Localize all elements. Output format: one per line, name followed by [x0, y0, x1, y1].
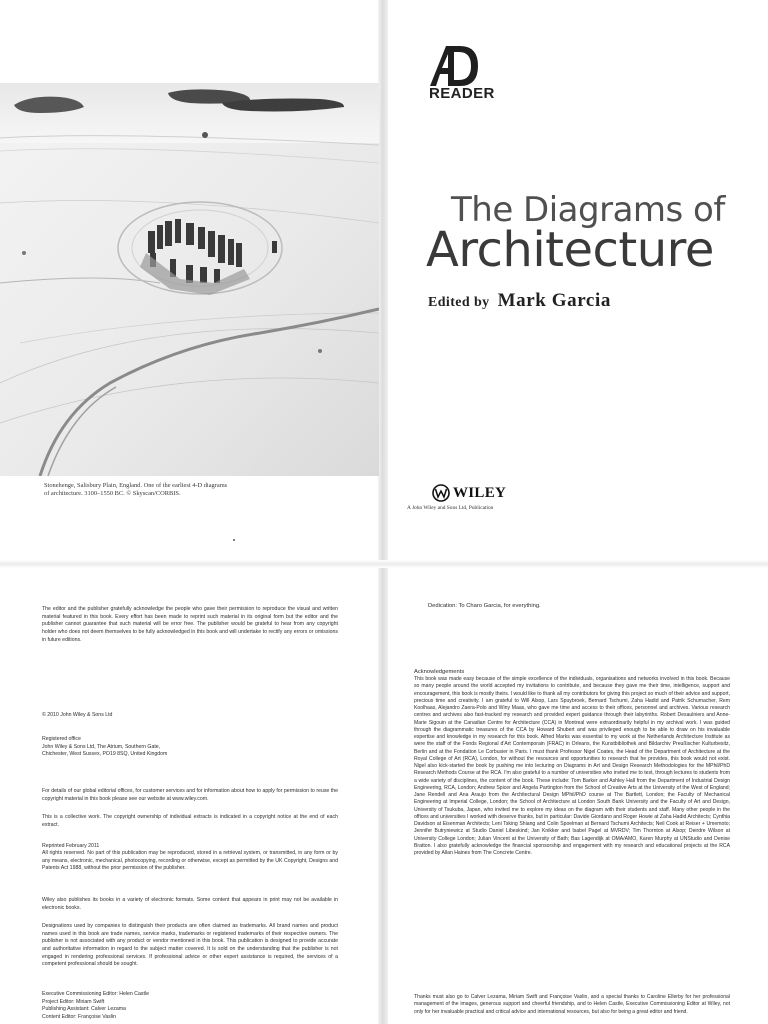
electronic-formats-note: Wiley also publishes its books in a variety of electronic formats. Some content that appears in print may not be available in electronic books.	[42, 897, 338, 911]
wiley-emblem-icon	[432, 484, 450, 502]
trademarks-notice: Designations used by companies to distinguish their products are often claimed as trademarks. All brand names and product names used in this book are trade names, service marks, trademarks or registered trademarks of their respective owners. The publisher is not associated with any product or vendor mentioned in this book. This publication is designed to provide accurate and authoritative information in regard to the subject matter covered. It is sold on the understanding that the publisher is not engaged in rendering professional services. If professional advice or other expert assistance is required, the services of a competent professional should be sought.	[42, 923, 338, 968]
ad-logo-icon	[424, 40, 480, 90]
credit-line: Project Editor: Miriam Swift	[42, 998, 105, 1005]
spine-gutter	[378, 0, 388, 1024]
address-line: John Wiley & Sons Ltd, The Atrium, Southern Gate,	[42, 743, 161, 750]
caption-line: Stonehenge, Salisbury Plain, England. One of the earliest 4-D diagrams	[44, 482, 228, 489]
reprint-line: Reprinted February 2011	[42, 843, 100, 850]
address-line: Chichester, West Sussex, PO19 8SQ, United Kingdom	[42, 751, 168, 758]
permissions-notice: The editor and the publisher gratefully acknowledge the people who gave their permission to reproduce the visual and written material featured in this book. Every effort has been made to reprint such material in its original form but the editor and the publisher cannot guarantee that such material will be error free. The publisher would be grateful to hear from any copyright holder who does not deem themselves to be fully acknowledged in this book and will undertake to rectify any errors or omissions in future editions.	[42, 606, 338, 643]
acknowledgements-paragraph: This book was made easy because of the simple excellence of the individuals, organisations and networks involved in this book. Because so many people around the world accepted my invitations to contribute, and because they gave me their time, intelligence, support and encouragement, this book is mostly theirs. I would like to thank all my contributors for giving this project so much of their advice and support, precious time and creativity. I am grateful to Will Alsop, Lars Spuybroek, Bernard Tschumi, Zaha Hadid and Patrik Schumacher, Rem Koolhaas, Alejandro Zaera-Polo and Winy Maas, who gave me time and access to their offices, personnel and archives. Various research centres and archives also fast-tracked my research and provided expert guidance through their labyrinths. Robert Desaulniers and Anne-Marie Sigouin at the Canadian Centre for Architecture (CCA) in Montreal were extraordinarily helpful in my archival work. I was guided through the diagrammatic treasures of the CCA by Howard Shubert and was privileged enough to be able to draw on his invaluable expertise and knowledge in my research for this book. Alfred Marks was essential to my work at the Netherlands Architecture Institute as were the staff of the Fonds Regional d'Art Contemporain (FRAC) in Orleans, the Kunstbibliothek and Bildarchiv Preußischer Kulturbesitz, Berlin and at the Fondation Le Corbusier in Paris. I must thank Professor Nigel Coates, the Head of the Department of Architecture at the Royal College of Art (RCA), London, for without the resources and opportunities to research that he provides, this book would not exist. Nigel also kick-started the book by pushing me into lecturing on Diagrams in Art and Design Research Methodologies for the MPhil/PhD Research Methods Course at the RCA. I'm also grateful to a number of universities who invited me to test, through lectures to students from a wide variety of disciplines, the content of the book. These include: Tom Barker and Ashley Hall from the Department of Industrial Design Engineering, RCA, London; Andrew Spicer and Angela Partington from the School of Creative Arts at the University of the West of England; Jane Rendell and Ana Araujo from the Architectural Design MPhil/PhD course at The Bartlett, London; the Faculty of Mechanical Engineering at Imperial College, London; the School of Architecture at London South Bank University and the Faculty of Art and Design, University of Tsukuba, Japan, who invited me to explore my ideas on the diagram with their students and staff. Many other people in the offices and universities I worked with deserve thanks, but in particular: Davide Giordano and Roger Howie at Zaha Hadid Architects; Cynthia Davidson at Eisenman Architects; Leni Tsking Shiang and Colin Spoelman at Bernard Tschumi Architects; Neil Cook at Reiser + Umemoto; Jennifer Butryniewicz at Studio Daniel Libeskind; Jan Knikker and Isabel Pagel at MVRDV; Tim Thornton at Alsop; Deirdre Wilson at University College London; Julian Vincent at the University of Bath; Bas Lagendijk at OMA/AMO, Karen Murphy at UNStudio and Denise Bratton. I also gratefully acknowledge the financial sponsorship and engagement with my research and educational projects at the RCA provided by Allan Haines from The Concrete Centre.	[414, 676, 730, 856]
registered-office	[42, 736, 338, 759]
edited-by-label: Edited by	[428, 295, 490, 310]
credit-line: Executive Commissioning Editor: Helen Castle	[42, 991, 149, 997]
rights-reserved-notice: All rights reserved. No part of this publication may be reproduced, stored in a retrieval system, or transmitted, in any form or by any means, electronic, mechanical, photocopying, recording or otherwise, except as permitted by the UK Copyright, Designs and Patents Act 1988, without the prior permission of the publisher.	[42, 850, 338, 872]
wiley-wordmark: WILEY	[453, 484, 507, 501]
stonehenge-photo	[0, 83, 379, 476]
book-title-line2: Architecture	[426, 222, 714, 278]
credit-line: Publishing Assistant: Calver Lezama	[42, 1006, 126, 1013]
stonehenge-image	[0, 83, 379, 476]
editorial-credits	[42, 991, 338, 1021]
page-speck	[233, 539, 235, 541]
acknowledgements-heading: Acknowledgements	[414, 669, 465, 675]
page-fold	[0, 560, 768, 568]
credit-line: Content Editor: Françoise Vaslin	[42, 1013, 117, 1020]
wiley-logo	[432, 484, 506, 502]
registered-office-label: Registered office	[42, 736, 81, 742]
series-name: READER	[429, 85, 495, 102]
photo-caption	[44, 482, 294, 498]
caption-line: of architecture. 3100–1550 BC. © Skyscan/CORBIS.	[44, 490, 181, 497]
copyright-line: © 2010 John Wiley & Sons Ltd	[42, 712, 113, 719]
editor-credit	[428, 290, 611, 312]
collective-work-note: This is a collective work. The copyright ownership of individual extracts is indicated in a copyright notice at the end of each extract.	[42, 814, 338, 828]
dedication: Dedication: To Charo Garcia, for everything.	[428, 603, 541, 609]
acknowledgements-paragraph: Thanks must also go to Calver Lezama, Miriam Swift and Françoise Vaslin, and a special thanks to Caroline Ellerby for her professional management of the images, generous support and cheerful friendship, and to Helen Castle, Executive Commissioning Editor at Wiley, not only for her invaluable practical and critical advice and international resources, but also for being a great editor and friend.	[414, 994, 730, 1015]
editorial-offices-note: For details of our global editorial offices, for customer services and for information about how to apply for permission to reuse the copyright material in this book please see our website at www.wiley.com.	[42, 788, 338, 802]
publisher-imprint: A John Wiley and Sons Ltd, Publication	[407, 505, 494, 511]
book-title-line1: The Diagrams of	[451, 190, 725, 230]
editor-name: Mark Garcia	[497, 290, 611, 311]
